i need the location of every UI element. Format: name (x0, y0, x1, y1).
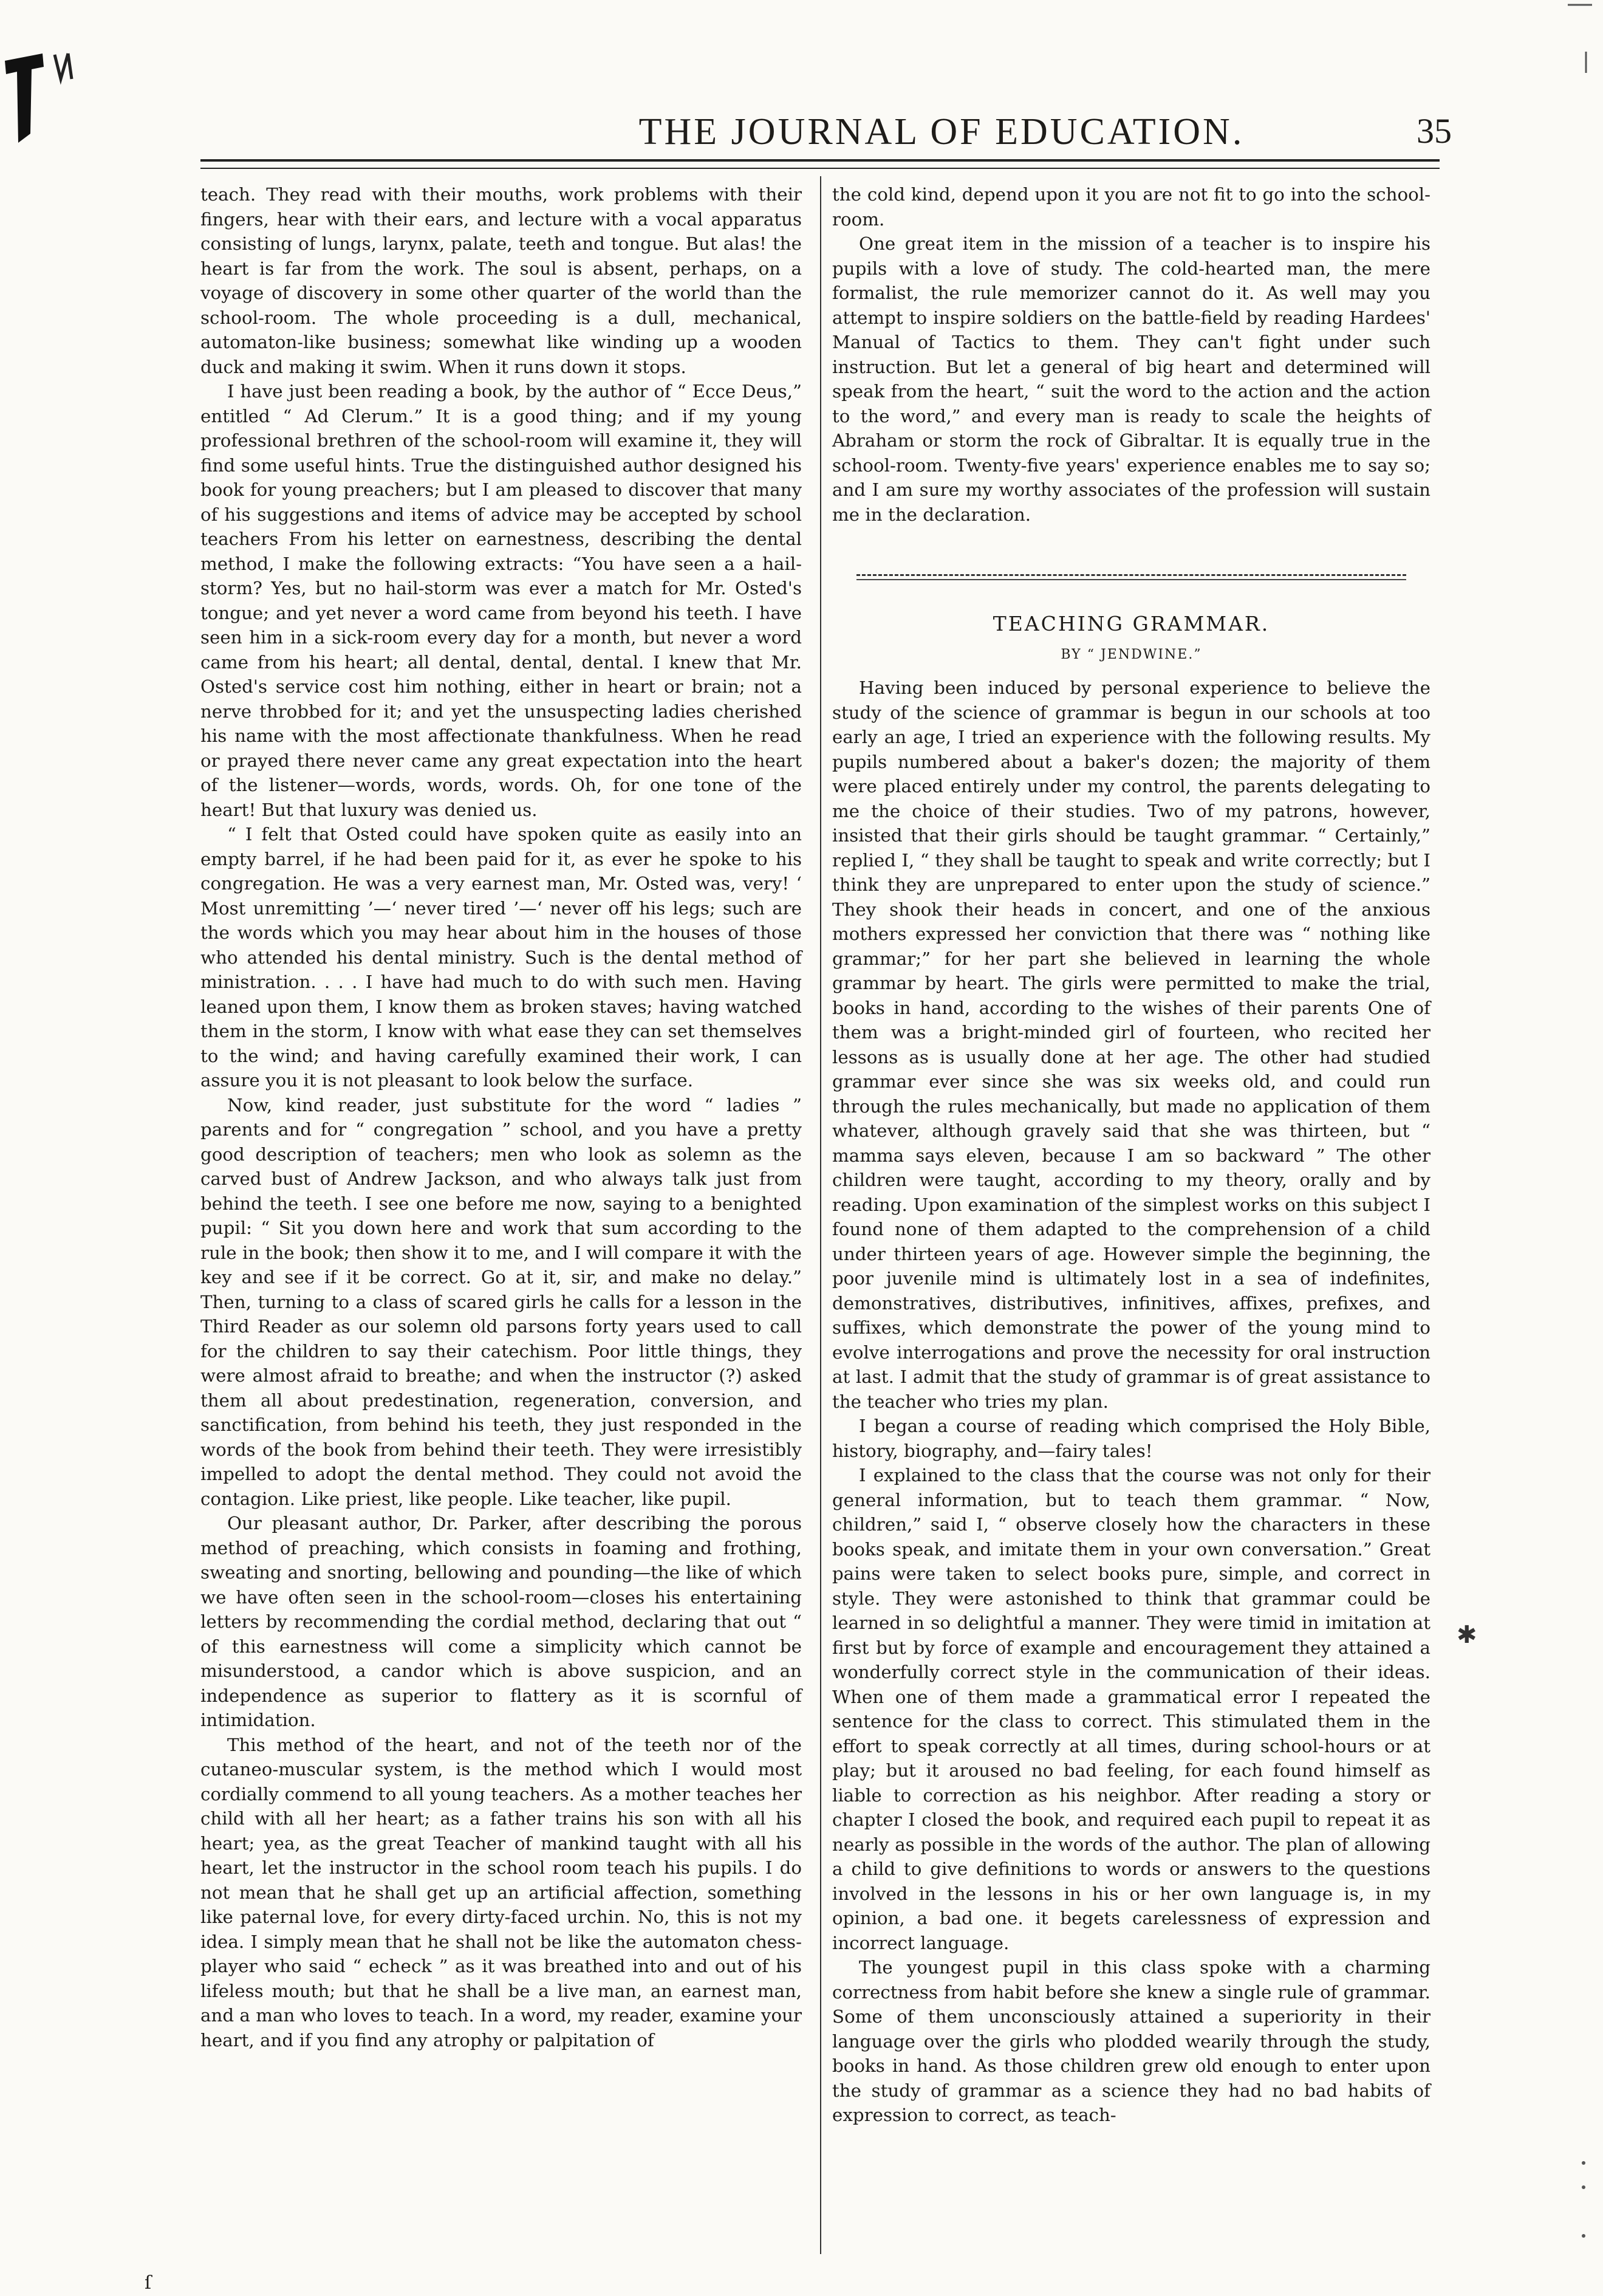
section-separator (832, 569, 1430, 584)
section-title: TEACHING GRAMMAR. (993, 612, 1270, 636)
journal-title: THE JOURNAL OF EDUCATION. (638, 111, 1245, 152)
article-paragraph: Our pleasant author, Dr. Parker, after describing the porous method of preaching, which consists in foaming and frothing, sweating and snorting, bellowing and pounding—the like of which we have often seen in the school-room—closes his entertaining letters by recommending the cordial method, declaring that out “ of this earnestness will come a simplicity which cannot be misunderstood, a candor which is above suspicion, and an independence as superior to flattery as it is scornful of intimidation. (200, 1513, 802, 1730)
article-paragraph: This method of the heart, and not of the teeth nor of the cutaneo-muscular system, is the method which I would most cordially commend to all young teachers. As a mother teaches her child with all her heart; as a father trains his son with all his heart; yea, as the great Teacher of mankind taught with all his heart, let the instructor in the school room teach his pupils. I do not mean that he shall get up an artificial affection, something like paternal love, for every dirty-faced urchin. No, this is not my idea. I simply mean that he shall not be like the automaton chess-player who said “ echeck ” as it was breathed into and out of his lifeless mouth; but that he shall be a live man, an earnest man, and a man who loves to teach. In a word, my reader, examine your heart, and if you find any atrophy or palpitation of (200, 1734, 802, 2051)
margin-scan-mark (0, 43, 85, 146)
left-column (200, 182, 802, 2052)
article-paragraph: One great item in the mission of a teacher is to inspire his pupils with a love of study. The cold-hearted man, the mere formalist, the rule memorizer cannot do it. As well may you attempt to inspire soldiers on the battle-field by reading Hardees' Manual of Tactics to them. They can't fight under such instruction. But let a general of big heart and determined will speak from the heart, “ suit the word to the action and the action to the word,” and every man is ready to scale the heights of Abraham or storm the rock of Gibraltar. It is equally true in the school-room. Twenty-five years' experience enables me to say so; and I am sure my worthy associates of the profession will sustain me in the declaration. (832, 233, 1430, 525)
article-paragraph: the cold kind, depend upon it you are not fit to go into the school-room. (832, 184, 1430, 230)
article-paragraph: Having been induced by personal experience to believe the study of the science of grammar is begun in our schools at too early an age, I tried an experience with the following results. My pupils numbered about a baker's dozen; the majority of them were placed entirely under my control, the parents delegating to me the choice of their studies. Two of my patrons, however, insisted that their girls should be taught grammar. “ Certainly,” replied I, “ they shall be taught to speak and write correctly; but I think they are unprepared to enter upon the study of science.” They shook their heads in concert, and one of the anxious mothers expressed her conviction that there was “ nothing like grammar;” for her part she believed in learning the whole grammar by heart. The girls were permitted to make the trial, books in hand, according to the wishes of their parents One of them was a bright-minded girl of fourteen, who recited her lessons as is usually done at her age. The other had studied grammar ever since she was six weeks old, and could run through the rules mechanically, but made no application of them whatever, although gravely said that she was thirteen, but “ mamma says eleven, because I am so backward ” The other children were taught, according to my theory, orally and by reading. Upon examination of the simplest works on this subject I found none of them adapted to the comprehension of a child under thirteen years of age. However simple the beginning, the poor juvenile mind is ultimately lost in a sea of indefinites, demonstratives, distributives, infinitives, affixes, prefixes, and suffixes, which demonstrate the power of the young mind to evolve interrogations and prove the necessity for oral instruction at last. I admit that the study of grammar is of great assistance to the teacher who tries my plan. (832, 677, 1430, 1412)
article-paragraph: The youngest pupil in this class spoke with a charming correctness from habit before she knew a single rule of grammar. Some of them unconsciously attained a superiority in their language over the girls who plodded wearily through the study, books in hand. As those children grew old enough to enter upon the study of grammar as a science they had no bad habits of expression to correct, as teach- (832, 1957, 1430, 2125)
article-paragraph: teach. They read with their mouths, work problems with their fingers, hear with their ears, and lecture with a vocal apparatus consisting of lungs, larynx, palate, teeth and tongue. But alas! the heart is far from the work. The soul is absent, perhaps, on a voyage of discovery in some other quarter of the world than the school-room. The whole proceeding is a dull, mechanical, automaton-like business; somewhat like winding up a wooden duck and making it swim. When it runs down it stops. (200, 184, 802, 377)
running-head (200, 111, 1452, 159)
right-edge-scan-marks (1562, 0, 1598, 2296)
column-divider (820, 176, 821, 2254)
right-column (832, 182, 1430, 2128)
section-byline: BY “ JENDWINE.” (1061, 646, 1202, 662)
header-rule-thick (200, 159, 1440, 162)
page-number: 35 (1417, 111, 1452, 151)
article-paragraph: Now, kind reader, just substitute for the word “ ladies ” parents and for “ congregation ” school, and you have a pretty good description of teachers; men who look as solemn as the carved bust of Andrew Jackson, and who always talk just from behind the teeth. I see one before me now, saying to a benighted pupil: “ Sit you down here and work that sum according to the rule in the book; then show it to me, and I will compare it with the key and see if it be correct. Go at it, sir, and make no delay.” Then, turning to a class of scared girls he calls for a lesson in the Third Reader as our solemn old parsons forty years used to call for the children to say their catechism. Poor little things, they were almost afraid to breathe; and when the instructor (?) asked them all about predestination, regeneration, conversion, and sanctification, from behind his teeth, they just responded in the words of the book from behind their teeth. They were irresistibly impelled to adopt the dental method. They could not avoid the contagion. Like priest, like people. Like teacher, like pupil. (200, 1094, 802, 1509)
bottom-scan-mark: ſ (145, 2272, 152, 2294)
header-rule-thin (200, 168, 1440, 169)
article-paragraph: “ I felt that Osted could have spoken quite as easily into an empty barrel, if he had been paid for it, as ever he spoke to his congregation. He was a very earnest man, Mr. Osted was, very! ‘ Most unremitting ’—‘ never tired ’—‘ never off his legs; such are the words which you may hear about him in the houses of those who attended his dental ministry. Such is the dental method of ministration. . . . I have had much to do with such men. Having leaned upon them, I know them as broken staves; having watched them in the storm, I know with what ease they can set themselves to the wind; and having carefully examined their work, I can assure you it is not pleasant to look below the surface. (200, 824, 802, 1091)
article-paragraph: I explained to the class that the course was not only for their general information, but to teach them grammar. “ Now, children,” said I, “ observe closely how the characters in these books speak, and imitate them in your own conversation.” Great pains were taken to select books pure, simple, and correct in style. They were astonished to think that grammar could be learned in so delightful a manner. They were timid in imitation at first but by force of example and encouragement they attained a wonderfully correct style in the communication of their ideas. When one of them made a grammatical error I repeated the sentence for the class to correct. This stimulated them in the effort to speak correctly at all times, during school-hours or at play; but it aroused no bad feeling, for each found himself as liable to correction as his neighbor. After reading a story or chapter I closed the book, and required each pupil to repeat it as nearly as possible in the words of the author. The plan of allowing a child to give definitions to words or answers to the questions involved in the lessons in his or her own language is, in my opinion, a bad one. it begets carelessness of expression and incorrect language. (832, 1465, 1430, 1953)
article-paragraph: I have just been reading a book, by the author of “ Ecce Deus,” entitled “ Ad Clerum.” It is a good thing; and if my young professional brethren of the school-room will examine it, they will find some useful hints. True the distinguished author designed his book for young preachers; but I am pleased to discover that many of his suggestions and items of advice may be accepted by school teachers From his letter on earnestness, describing the dental method, I make the following extracts: “You have seen a a hail-storm? Yes, but no hail-storm was ever a match for Mr. Osted's tongue; and yet never a word came from beyond his teeth. I have seen him in a sick-room every day for a month, but never a word came from his heart; all dental, dental, dental. I knew that Mr. Osted's service cost him nothing, either in heart or brain; not a nerve throbbed for it; and yet the unsuspecting ladies cherished his name with the most affectionate thankfulness. When he read or prayed there never came any great expectation into the heart of the listener—words, words, words. Oh, for one tone of the heart! But that luxury was denied us. (200, 381, 802, 820)
margin-star-icon: ✱ (1457, 1621, 1477, 1649)
article-paragraph: I began a course of reading which comprised the Holy Bible, history, biography, and—fairy tales! (832, 1416, 1430, 1461)
